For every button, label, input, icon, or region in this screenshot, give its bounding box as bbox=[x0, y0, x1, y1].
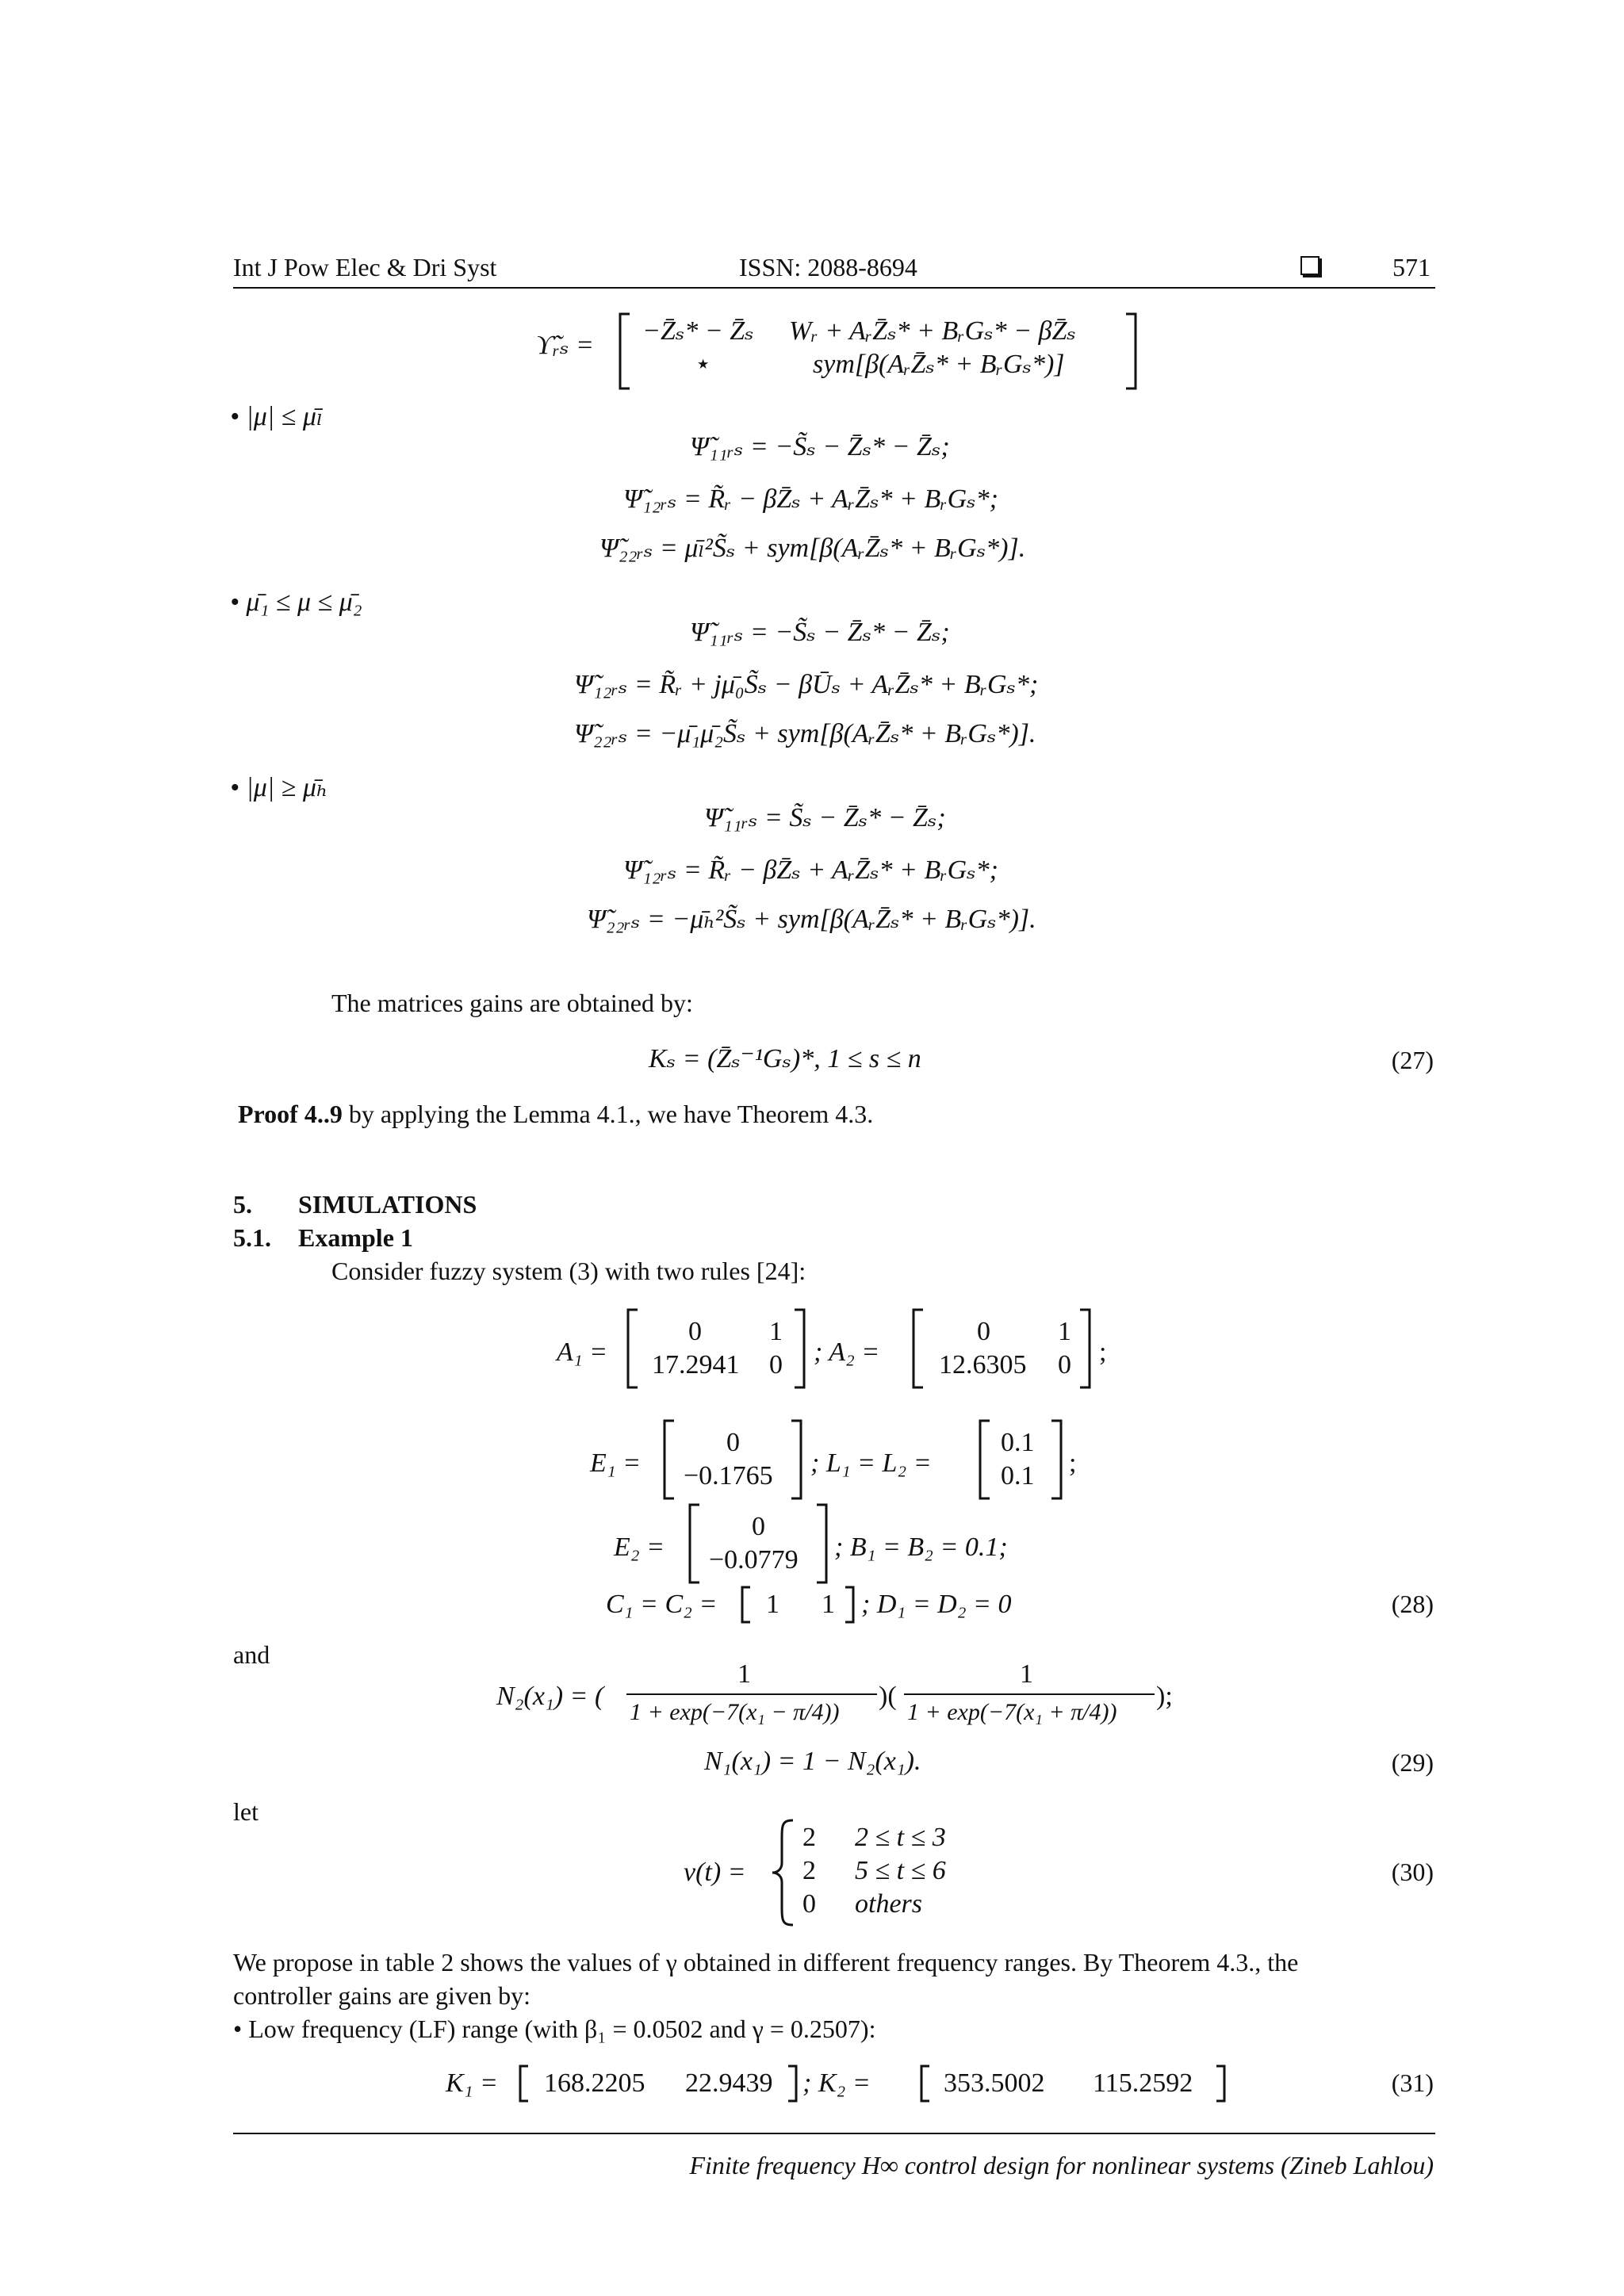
v-case-1-value: 2 bbox=[802, 1823, 816, 1852]
eq-low-psi11: Ψ̃₁₁ᵣₛ = −S̃ₛ − Z̄ₛ* − Z̄ₛ; bbox=[690, 432, 950, 461]
eq-high-psi12: Ψ̃₁₂ᵣₛ = R̃ᵣ − βZ̄ₛ + AᵣZ̄ₛ* + BᵣGₛ*; bbox=[623, 855, 998, 885]
a2-r1c1: 0 bbox=[977, 1317, 990, 1346]
v-label: v(t) = bbox=[684, 1858, 746, 1887]
subsection-number: 5.1. bbox=[233, 1223, 271, 1252]
n2-fraction-bar-2 bbox=[904, 1693, 1155, 1695]
a2-r2c1: 12.6305 bbox=[939, 1350, 1027, 1380]
v-case-2-cond: 5 ≤ t ≤ 6 bbox=[855, 1856, 946, 1885]
footer-text: Finite frequency H∞ control design for nonlinear systems (Zineb Lahlou) bbox=[689, 2151, 1434, 2179]
square-icon bbox=[1300, 256, 1320, 279]
a1-label: A₁ = bbox=[557, 1337, 608, 1367]
let-text: let bbox=[233, 1797, 259, 1826]
section-title: SIMULATIONS bbox=[298, 1190, 477, 1219]
eq-gains: Kₛ = (Z̄ₛ⁻¹Gₛ)*, 1 ≤ s ≤ n bbox=[649, 1044, 921, 1073]
eq-low-psi22: Ψ̃₂₂ᵣₛ = μ̄ₗ²S̃ₛ + sym[β(AᵣZ̄ₛ* + BᵣGₛ*)]. bbox=[599, 534, 1026, 563]
k1-v2: 22.9439 bbox=[685, 2068, 773, 2098]
issn: ISSN: 2088-8694 bbox=[739, 253, 917, 281]
eq-mid-psi11: Ψ̃₁₁ᵣₛ = −S̃ₛ − Z̄ₛ* − Z̄ₛ; bbox=[690, 618, 950, 647]
e1-r2: −0.1765 bbox=[684, 1461, 773, 1490]
n2-den-1: 1 + exp(−7(x₁ − π/4)) bbox=[630, 1699, 840, 1725]
n2-num-2: 1 bbox=[1020, 1659, 1033, 1689]
k1-label: K₁ = bbox=[446, 2068, 498, 2098]
e2-label: E₂ = bbox=[614, 1533, 665, 1562]
n2-tail: ); bbox=[1156, 1682, 1173, 1711]
eq-number-28: (28) bbox=[1391, 1590, 1434, 1618]
l-tail: ; bbox=[1069, 1448, 1077, 1478]
v-brace bbox=[768, 1817, 799, 1928]
header-rule bbox=[233, 287, 1435, 289]
k1-v1: 168.2205 bbox=[544, 2068, 645, 2098]
a1-r1c2: 1 bbox=[769, 1317, 783, 1346]
d-text: ; D₁ = D₂ = 0 bbox=[861, 1590, 1012, 1619]
a2-r1c2: 1 bbox=[1058, 1317, 1071, 1346]
n2-num-1: 1 bbox=[737, 1659, 751, 1689]
a1-r2c2: 0 bbox=[769, 1350, 783, 1380]
upsilon-r1c2: Wᵣ + AᵣZ̄ₛ* + BᵣGₛ* − βZ̄ₛ bbox=[789, 316, 1076, 346]
upsilon-label: ϒ̃ᵣₛ = bbox=[536, 331, 594, 360]
proof-label: Proof 4..9 bbox=[238, 1100, 343, 1128]
a1-r1c1: 0 bbox=[688, 1317, 702, 1346]
para-line-2: controller gains are given by: bbox=[233, 1981, 530, 2010]
e1-r1: 0 bbox=[726, 1428, 740, 1457]
eq-number-27: (27) bbox=[1391, 1046, 1434, 1074]
a2-r2c2: 0 bbox=[1058, 1350, 1071, 1380]
upsilon-r2c2: sym[β(AᵣZ̄ₛ* + BᵣGₛ*)] bbox=[813, 350, 1065, 379]
e2-r1: 0 bbox=[752, 1512, 765, 1541]
k2-v2: 115.2592 bbox=[1093, 2068, 1193, 2098]
c-v1: 1 bbox=[766, 1590, 779, 1619]
v-case-1-cond: 2 ≤ t ≤ 3 bbox=[855, 1823, 946, 1852]
e1-label: E₁ = bbox=[590, 1448, 642, 1478]
n2-fraction-bar-1 bbox=[626, 1693, 877, 1695]
a1-r2c1: 17.2941 bbox=[652, 1350, 740, 1380]
section-number: 5. bbox=[233, 1190, 252, 1219]
condition-high: • |μ| ≥ μ̄ₕ bbox=[230, 773, 328, 802]
eq-mid-psi12: Ψ̃₁₂ᵣₛ = R̃ᵣ + jμ̄₀S̃ₛ − βŪₛ + AᵣZ̄ₛ* + BᵣGₛ*; bbox=[574, 670, 1039, 699]
k2-label: ; K₂ = bbox=[802, 2068, 871, 2098]
eq-high-psi22: Ψ̃₂₂ᵣₛ = −μ̄ₕ²S̃ₛ + sym[β(AᵣZ̄ₛ* + BᵣGₛ*)]. bbox=[587, 905, 1036, 934]
eq-number-29: (29) bbox=[1391, 1748, 1434, 1777]
l-r2: 0.1 bbox=[1001, 1461, 1035, 1490]
footer-rule bbox=[233, 2133, 1435, 2134]
e2-r2: −0.0779 bbox=[709, 1545, 799, 1575]
subsection-title: Example 1 bbox=[298, 1223, 413, 1252]
v-case-3-value: 0 bbox=[802, 1889, 816, 1919]
upsilon-r1c1: −Z̄ₛ* − Z̄ₛ bbox=[642, 316, 754, 346]
c-label: C₁ = C₂ = bbox=[606, 1590, 718, 1619]
gains-intro: The matrices gains are obtained by: bbox=[331, 989, 693, 1017]
proof-line bbox=[238, 1099, 873, 1129]
upsilon-r2c1: ⋆ bbox=[695, 350, 712, 379]
n1-text: N₁(x₁) = 1 − N₂(x₁). bbox=[704, 1747, 921, 1776]
n2-mid: )( bbox=[879, 1682, 897, 1711]
v-case-2-value: 2 bbox=[802, 1856, 816, 1885]
n2-label: N₂(x₁) = ( bbox=[496, 1682, 604, 1711]
eq-low-psi12: Ψ̃₁₂ᵣₛ = R̃ᵣ − βZ̄ₛ + AᵣZ̄ₛ* + BᵣGₛ*; bbox=[623, 484, 998, 514]
page-number: 571 bbox=[1392, 253, 1431, 281]
c-v2: 1 bbox=[822, 1590, 835, 1619]
condition-low: • |μ| ≤ μ̄ₗ bbox=[230, 402, 324, 431]
a-tail: ; bbox=[1099, 1337, 1107, 1367]
eq-high-psi11: Ψ̃₁₁ᵣₛ = S̃ₛ − Z̄ₛ* − Z̄ₛ; bbox=[704, 803, 946, 832]
eq-mid-psi22: Ψ̃₂₂ᵣₛ = −μ̄₁μ̄₂S̃ₛ + sym[β(AᵣZ̄ₛ* + BᵣGₛ*)]. bbox=[574, 719, 1036, 748]
proof-text: by applying the Lemma 4.1., we have Theorem 4.3. bbox=[342, 1100, 874, 1128]
v-case-3-cond: others bbox=[855, 1889, 922, 1919]
para-line-1: We propose in table 2 shows the values of γ obtained in different frequency ranges. By Theorem 4.3., the bbox=[233, 1948, 1299, 1976]
k2-v1: 353.5002 bbox=[944, 2068, 1045, 2098]
para-line-3: • Low frequency (LF) range (with β₁ = 0.0502 and γ = 0.2507): bbox=[233, 2015, 876, 2043]
l-label: ; L₁ = L₂ = bbox=[810, 1448, 932, 1478]
condition-mid: • μ̄₁ ≤ μ ≤ μ̄₂ bbox=[230, 587, 362, 617]
eq-number-30: (30) bbox=[1391, 1858, 1434, 1886]
a2-label: ; A₂ = bbox=[814, 1337, 880, 1367]
and-text: and bbox=[233, 1640, 270, 1669]
b-text: ; B₁ = B₂ = 0.1; bbox=[834, 1533, 1008, 1562]
c-brackets bbox=[741, 1586, 860, 1625]
l-r1: 0.1 bbox=[1001, 1428, 1035, 1457]
eq-number-31: (31) bbox=[1391, 2068, 1434, 2097]
consider-text: Consider fuzzy system (3) with two rules [24]: bbox=[331, 1257, 806, 1285]
n2-den-2: 1 + exp(−7(x₁ + π/4)) bbox=[907, 1699, 1117, 1725]
journal-name: Int J Pow Elec & Dri Syst bbox=[233, 253, 497, 281]
